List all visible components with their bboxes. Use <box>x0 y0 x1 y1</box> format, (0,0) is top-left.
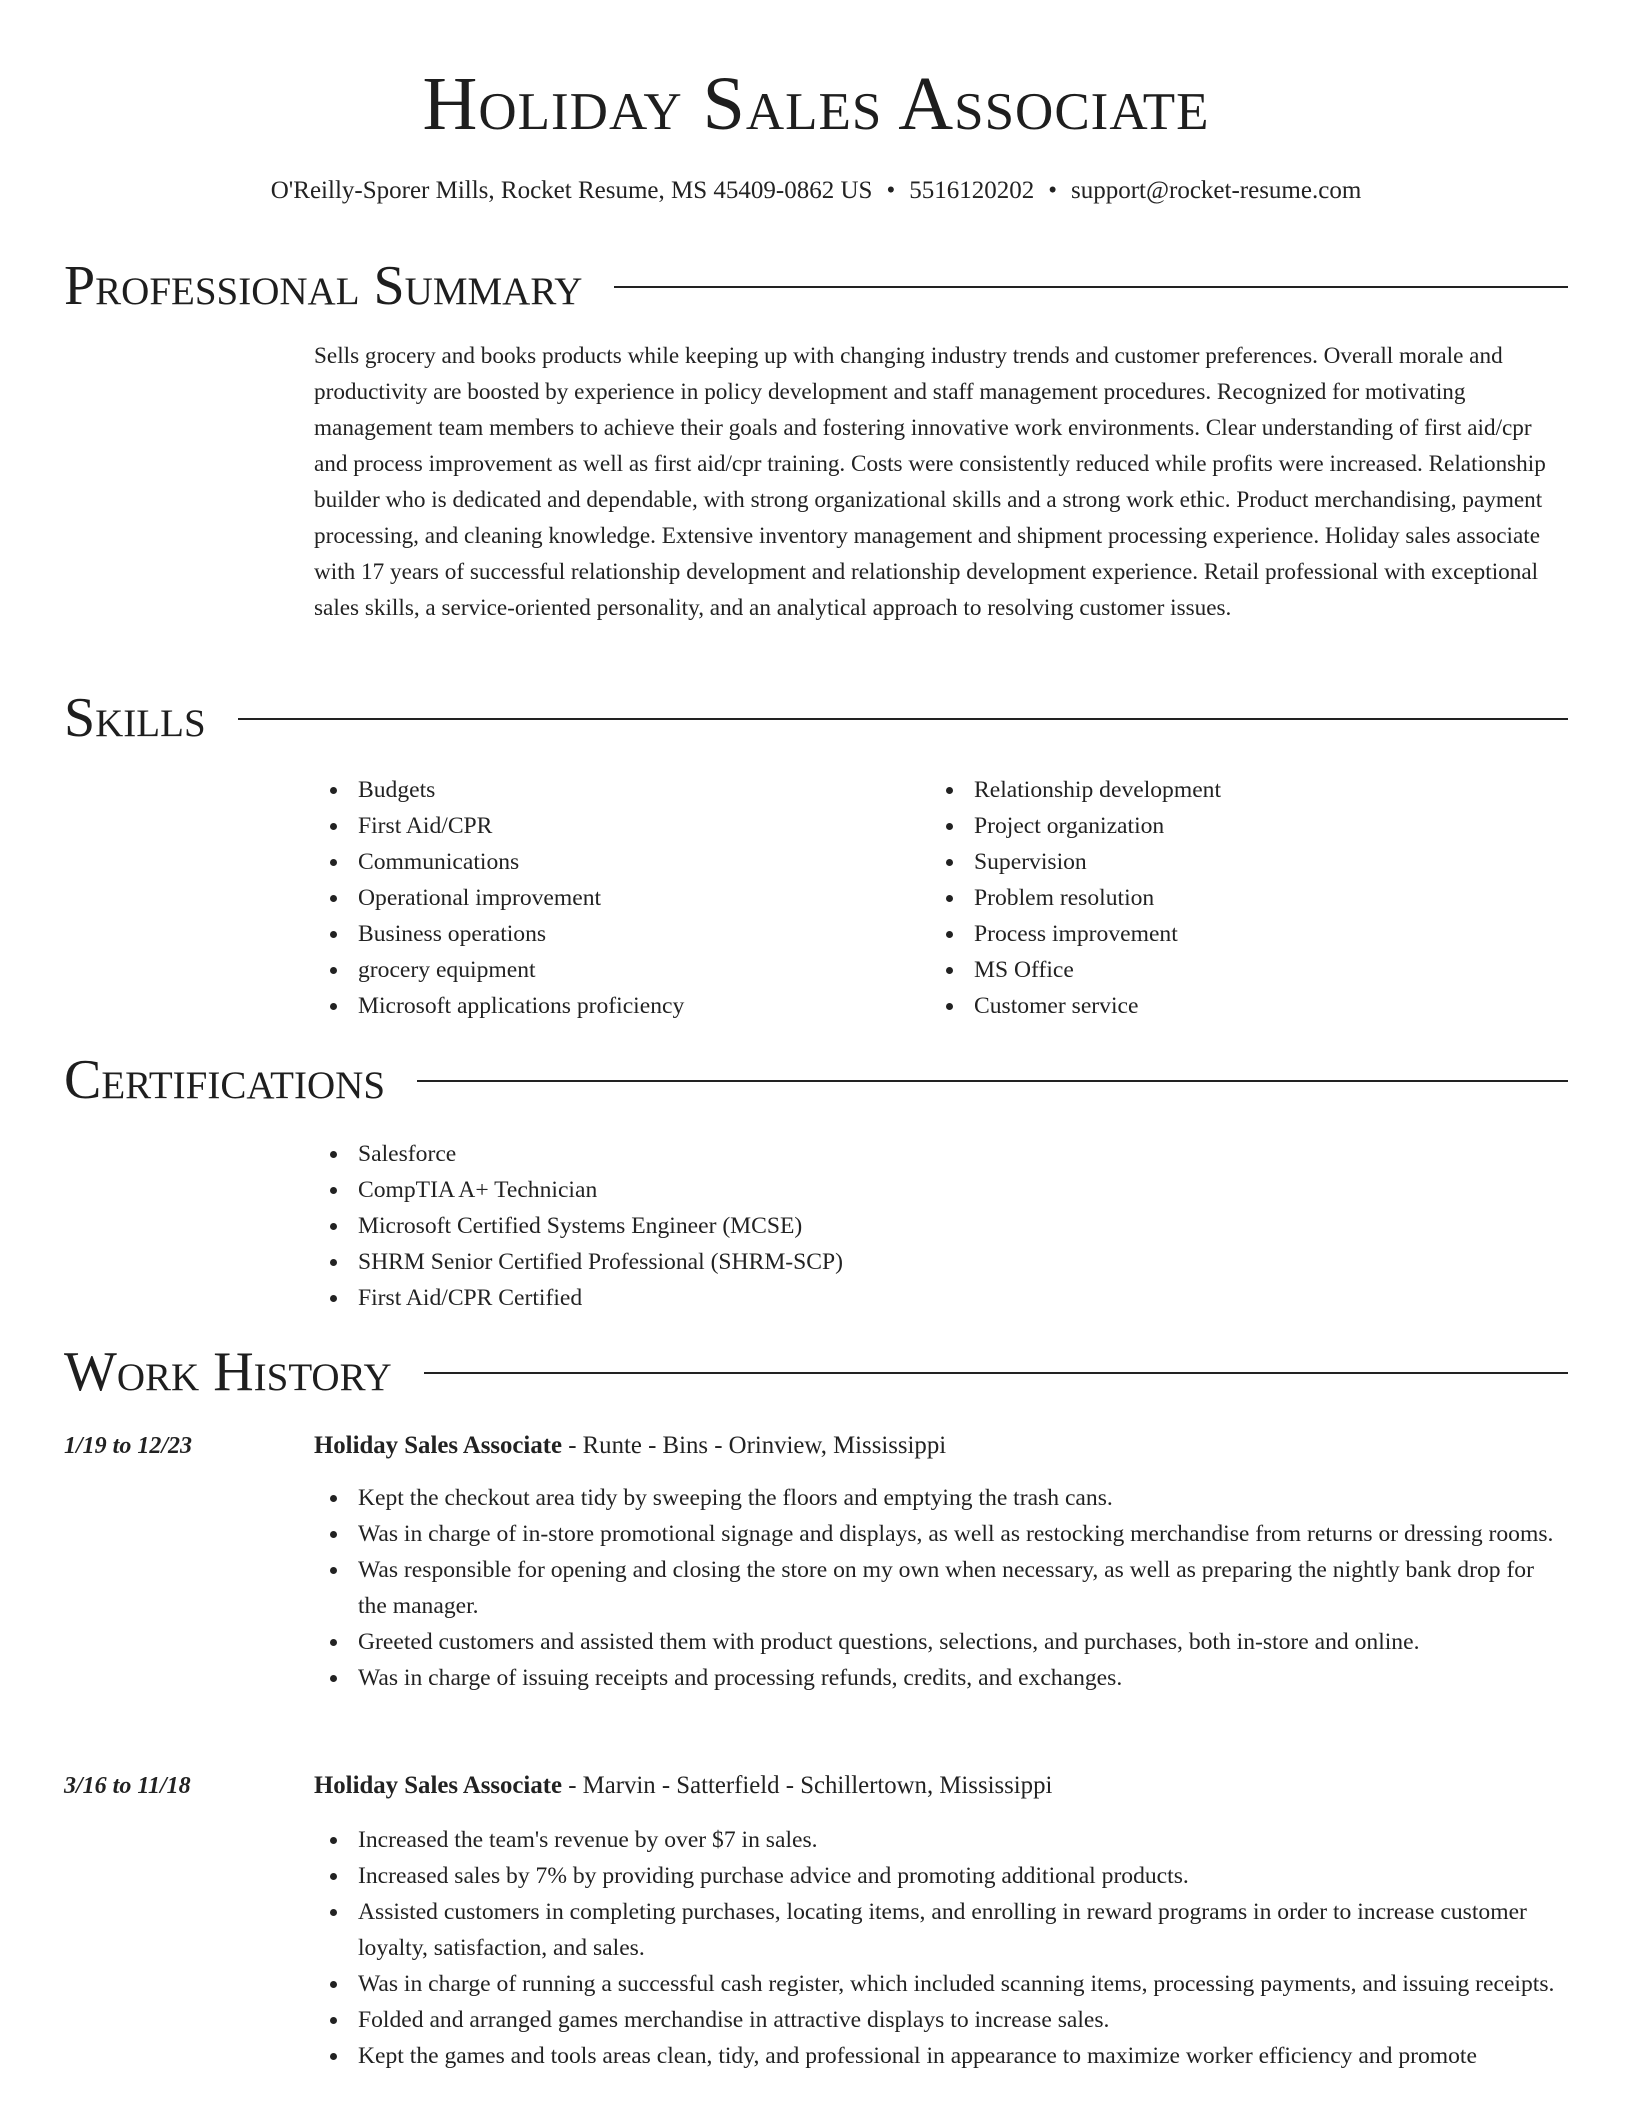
job-bullet: Kept the games and tools areas clean, tidy, and professional in appearance to maximize worker efficiency and promote <box>314 2038 1568 2074</box>
contact-separator: • <box>886 177 896 204</box>
job-bullet: Was in charge of in-store promotional signage and displays, as well as restocking merchandise from returns or dressing rooms. <box>314 1516 1568 1552</box>
job-heading <box>314 1428 1568 1464</box>
skill-item: MS Office <box>930 952 1550 988</box>
contact-phone: 5516120202 <box>909 177 1035 204</box>
skill-item: Communications <box>314 844 914 880</box>
work-history-section-title: Work History <box>64 1341 392 1403</box>
job-bullet: Was responsible for opening and closing the store on my own when necessary, as well as preparing the nightly bank drop for the manager. <box>314 1552 1568 1624</box>
skill-item: Problem resolution <box>930 880 1550 916</box>
job-bullet-list <box>314 1822 1568 2074</box>
skill-item: Customer service <box>930 988 1550 1024</box>
job-bullet: Was in charge of running a successful cash register, which included scanning items, processing payments, and issuing receipts. <box>314 1966 1568 2002</box>
job-heading <box>314 1768 1568 1804</box>
summary-section-header <box>64 256 1568 316</box>
section-divider <box>424 1372 1568 1374</box>
job-bullet: Assisted customers in completing purchases, locating items, and enrolling in reward programs in order to increase customer loyalty, satisfaction, and sales. <box>314 1894 1568 1966</box>
certification-item: CompTIA A+ Technician <box>314 1172 1214 1208</box>
certification-item: SHRM Senior Certified Professional (SHRM-SCP) <box>314 1244 1214 1280</box>
contact-address: O'Reilly-Sporer Mills, Rocket Resume, MS 45409-0862 US <box>270 177 873 204</box>
section-divider <box>417 1080 1568 1082</box>
job-bullet: Increased sales by 7% by providing purchase advice and promoting additional products. <box>314 1858 1568 1894</box>
contact-separator: • <box>1048 177 1057 204</box>
resume-name: Holiday Sales Associate <box>422 62 1210 146</box>
skill-item: Relationship development <box>930 772 1550 808</box>
work-history-section-header <box>64 1342 1568 1402</box>
skill-item: Microsoft applications proficiency <box>314 988 914 1024</box>
skills-section-title: Skills <box>64 687 206 749</box>
job-dates: 1/19 to 12/23 <box>64 1433 193 1459</box>
summary-text: Sells grocery and books products while keeping up with changing industry trends and customer preferences. Overall morale and productivity are boosted by experience in policy development and staff management procedures. Recognized for motivating management team members to achieve their goals and fostering innovative work environments. Clear understanding of first aid/cpr and process improvement as well as first aid/cpr training. Costs were consistently reduced while profits were increased. Relationship builder who is dedicated and dependable, with strong organizational skills and a strong work ethic. Product merchandising, payment processing, and cleaning knowledge. Extensive inventory management and shipment processing experience. Holiday sales associate with 17 years of successful relationship development and relationship development experience. Retail professional with exceptional sales skills, a service-oriented personality, and an analytical approach to resolving customer issues. <box>314 343 1546 621</box>
section-divider <box>614 286 1568 288</box>
skill-item: Process improvement <box>930 916 1550 952</box>
certifications-list <box>314 1136 1214 1316</box>
contact-email: support@rocket-resume.com <box>1070 177 1362 204</box>
job-bullet: Was in charge of issuing receipts and processing refunds, credits, and exchanges. <box>314 1660 1568 1696</box>
skills-section-header <box>64 688 1568 748</box>
skill-item: Budgets <box>314 772 914 808</box>
skills-list-left <box>314 772 914 1024</box>
skill-item: Project organization <box>930 808 1550 844</box>
certification-item: Microsoft Certified Systems Engineer (MCSE) <box>314 1208 1214 1244</box>
job-title: Holiday Sales Associate <box>314 1432 562 1459</box>
skills-list-right <box>930 772 1550 1024</box>
certifications-section-header <box>64 1050 1568 1110</box>
job-bullet: Folded and arranged games merchandise in attractive displays to increase sales. <box>314 2002 1568 2038</box>
skill-item: First Aid/CPR <box>314 808 914 844</box>
contact-line <box>0 174 1632 208</box>
section-divider <box>238 718 1568 720</box>
skill-item: Supervision <box>930 844 1550 880</box>
job-bullet: Kept the checkout area tidy by sweeping the floors and emptying the trash cans. <box>314 1480 1568 1516</box>
skill-item: Business operations <box>314 916 914 952</box>
skill-item: grocery equipment <box>314 952 914 988</box>
job-dates: 3/16 to 11/18 <box>64 1773 191 1799</box>
job-bullet: Greeted customers and assisted them with product questions, selections, and purchases, both in-store and online. <box>314 1624 1568 1660</box>
job-company: - Marvin - Satterfield - Schillertown, Mississippi <box>568 1772 1053 1799</box>
job-bullet: Increased the team's revenue by over $7 in sales. <box>314 1822 1568 1858</box>
certification-item: First Aid/CPR Certified <box>314 1280 1214 1316</box>
certifications-section-title: Certifications <box>64 1049 386 1111</box>
job-company: - Runte - Bins - Orinview, Mississippi <box>568 1432 947 1459</box>
certification-item: Salesforce <box>314 1136 1214 1172</box>
summary-section-title: Professional Summary <box>64 255 583 317</box>
skill-item: Operational improvement <box>314 880 914 916</box>
job-title: Holiday Sales Associate <box>314 1772 562 1799</box>
job-bullet-list <box>314 1480 1568 1696</box>
